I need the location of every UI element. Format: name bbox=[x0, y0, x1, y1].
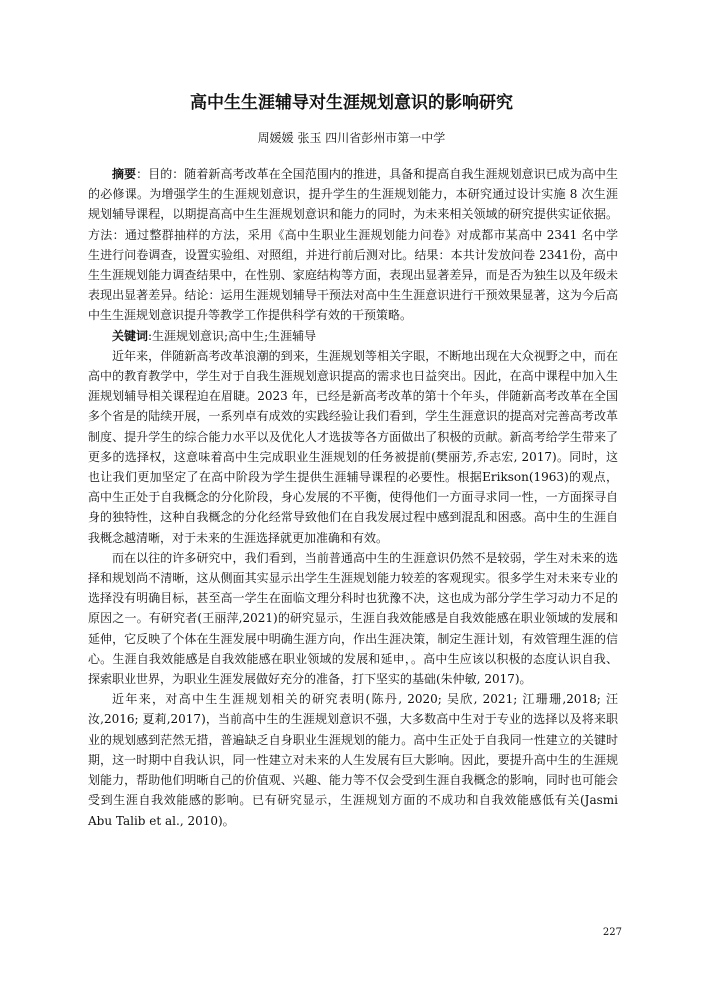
abstract-text: ：目的：随着新高考改革在全国范围内的推进，具备和提高自我生涯规划意识已成为高中生的必修课。为增强学生的生涯规划意识，提升学生的生涯规划能力，本研究通过设计实施 8 次生涯规划辅导课程，以期提高高中生生涯规划意识和能力的同时，为未来相关领域的研究提供实证依据。方法：通过整群抽样的方法，采用《高中生职业生涯规划能力问卷》对成都市某高中 2341 名中学生进行问卷调查，设置实验组、对照组，并进行前后测对比。结果：本共计发放问卷 2341份，高中生生涯规划能力调查结果中，在性别、家庭结构等方面，表现出显著差异，而是否为独生以及年级未表现出显著差异。结论：运用生涯规划辅导干预法对高中生生涯意识进行干预效果显著，这为今后高中生生涯规划意识提升等教学工作提供科学有效的干预策略。 bbox=[88, 167, 618, 323]
page-number: 227 bbox=[602, 927, 622, 938]
body-paragraph-2: 而在以往的许多研究中，我们看到，当前普通高中生的生涯意识仍然不是较弱，学生对未来的选择和规划尚不清晰，这从侧面其实显示出学生生涯规划能力较差的客观现实。很多学生对未来专业的选择没有明确目标，甚至高一学生在面临文理分科时也犹豫不决，这也成为部分学生学习动力不足的原因之一。有研究者(王丽萍,2021)的研究显示，生涯自我效能感是自我效能感在职业领域的发展和延伸，它反映了个体在生涯发展中明确生涯方向，作出生涯决策，制定生涯计划，有效管理生涯的信心。生涯自我效能感是自我效能感在职业领域的发展和延申，。高中生应该以积极的态度认识自我、探索职业世界，为职业生涯发展做好充分的准备，打下坚实的基础(朱仲敏, 2017)。 bbox=[88, 550, 618, 687]
keywords-paragraph bbox=[88, 326, 618, 346]
keywords-label: 关键词 bbox=[112, 328, 149, 343]
abstract-paragraph bbox=[88, 164, 618, 326]
body-paragraph-3: 近年来，对高中生生涯规划相关的研究表明(陈丹, 2020; 吴欣, 2021; 江珊珊,2018; 汪汝,2016; 夏莉,2017)，当前高中生的生涯规划意识不强，大多数高中生对于专业的选择以及将来职业的规划感到茫然无措，普遍缺乏自身职业生涯规划的能力。高中生正处于自我同一性建立的关键时期，这一时期中自我认识，同一性建立对未来的人生发展有巨大影响。因此，要提升高中生的生涯规划能力，帮助他们明晰自己的价值观、兴趣、能力等不仅会受到生涯自我概念的影响，同时也可能会受到生涯自我效能感的影响。已有研究显示，生涯规划方面的不成功和自我效能感低有关(Jasmi Abu Talib et al., 2010)。 bbox=[88, 692, 618, 828]
paper-title: 高中生生涯辅导对生涯规划意识的影响研究 bbox=[190, 93, 513, 113]
paper-body bbox=[88, 164, 618, 831]
author-line: 周媛媛 张玉 四川省彭州市第一中学 bbox=[257, 131, 446, 145]
keywords-text: :生涯规划意识;高中生;生涯辅导 bbox=[148, 328, 317, 343]
body-paragraph-1: 近年来，伴随新高考改革浪潮的到来，生涯规划等相关字眼，不断地出现在大众视野之中，而在高中的教育教学中，学生对于自我生涯规划意识提高的需求也日益突出。因此，在高中课程中加入生涯规划辅导相关课程迫在眉睫。2023 年，已经是新高考改革的第十个年头，伴随新高考改革在全国多个省是的陆续开展，一系列卓有成效的实践经验让我们看到，学生生涯意识的提高对完善高考改革制度、提升学生的综合能力水平以及优化人才选拔等各方面做出了积极的贡献。新高考给学生带来了更多的选择权，这意味着高中生完成职业生涯规划的任务被提前(樊丽芳,乔志宏, 2017)。同时，这也让我们更加坚定了在高中阶段为学生提供生涯辅导课程的必要性。根据Erikson(1963)的观点，高中生正处于自我概念的分化阶段，身心发展的不平衡，使得他们一方面寻求同一性，一方面探寻自身的独特性，这种自我概念的分化经常导致他们在自我发展过程中感到混乱和困惑。高中生的生涯自我概念越清晰，对于未来的生涯选择就更加准确和有效。 bbox=[88, 348, 618, 545]
abstract-label: 摘要 bbox=[112, 167, 137, 181]
